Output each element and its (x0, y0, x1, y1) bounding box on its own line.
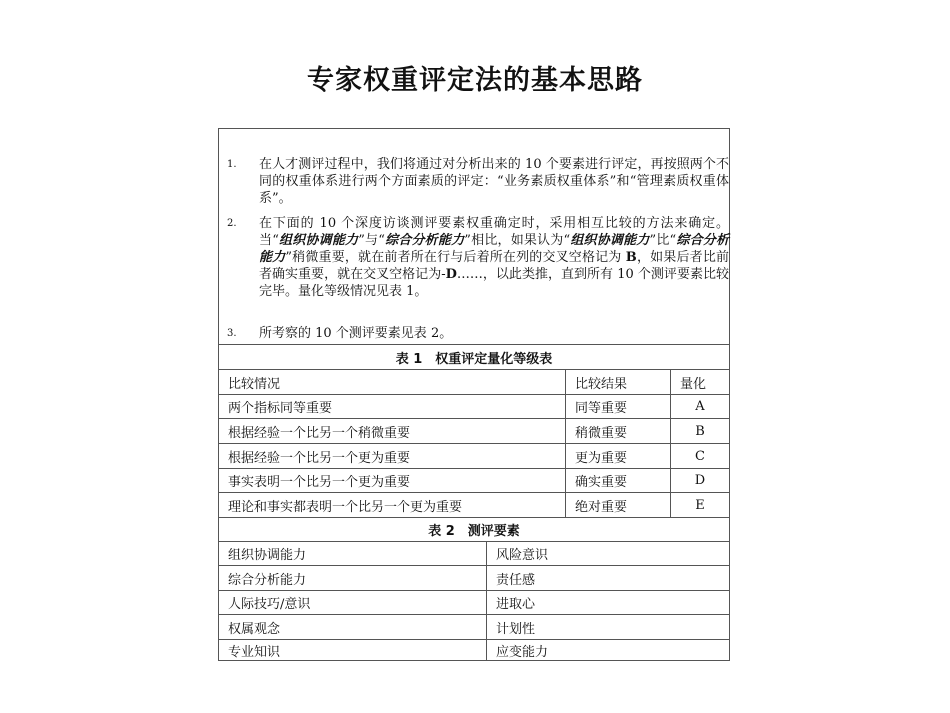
intro-item-text: 在人才测评过程中，我们将通过对分析出来的 10 个要素进行评定，再按照两个不同的权重体系进行两个方面素质的评定：“业务素质权重体系”和“管理素质权重体系”。 (259, 157, 729, 206)
table1-cell-situation: 事实表明一个比另一个更为重要 (228, 475, 411, 490)
table2-cell-left: 专业知识 (228, 644, 281, 660)
highlight-term: 综合分析能力 (259, 233, 729, 265)
table2-cell-left: 权属观念 (228, 621, 281, 637)
text-segment: ，如果后者比前者确实重要，就在交叉空格记为- (259, 250, 729, 282)
table1-header-cell: 比较情况 (228, 376, 281, 392)
table2-cell-right: 计划性 (486, 615, 729, 639)
text-segment: ”相比，如果认为“ (464, 233, 571, 248)
table1-cell-grade: A (670, 395, 729, 418)
table1-header-cell: 量化 (670, 370, 729, 394)
table2-cell-right: 风险意识 (486, 542, 729, 565)
table2-cell-left: 综合分析能力 (228, 572, 307, 588)
table-row (219, 639, 729, 660)
table1-cell-result: 同等重要 (565, 395, 670, 418)
table1-cell-grade: E (670, 493, 729, 517)
text-segment: 在下面的 10 个深度访谈测评要素权重确定时，采用相互比较的方法来确定。当“ (259, 216, 729, 248)
table1-cell-result: 稍微重要 (565, 419, 670, 443)
table1-cell-result: 更为重要 (565, 444, 670, 468)
list-number: 1. (227, 159, 237, 170)
highlight-term: 组织协调能力 (278, 233, 359, 248)
table2-caption-row (219, 517, 729, 541)
table2-cell-left: 组织协调能力 (228, 548, 307, 563)
highlight-term: 综合分析能力 (384, 233, 465, 248)
table-row (219, 541, 729, 565)
bold-grade: B (625, 250, 637, 265)
list-number: 2. (227, 218, 237, 229)
table1-header-cell: 比较结果 (565, 370, 670, 394)
table1-cell-situation: 根据经验一个比另一个更为重要 (228, 450, 411, 466)
text-segment: ”与“ (358, 233, 385, 248)
intro-section (219, 129, 729, 344)
table2-caption: 表 2 测评要素 (428, 524, 520, 539)
list-number: 3. (227, 328, 237, 339)
table2-cell-right: 责任感 (486, 566, 729, 590)
bold-grade: D (445, 267, 457, 282)
intro-item-text (259, 215, 729, 300)
table-row (219, 590, 729, 614)
table-row (219, 565, 729, 590)
table1-caption-row (219, 344, 729, 369)
highlight-term: 组织协调能力 (570, 233, 650, 248)
text-segment: ”稍微重要，就在前者所在行与后着所在列的交叉空格记为 (285, 250, 626, 265)
table-row (219, 394, 729, 418)
content-frame (218, 128, 730, 661)
table1-cell-situation: 理论和事实都表明一个比另一个更为重要 (228, 499, 463, 515)
table1-cell-grade: C (670, 444, 729, 468)
table-row (219, 418, 729, 443)
table2-cell-left: 人际技巧/意识 (228, 597, 311, 612)
table1-cell-result: 确实重要 (565, 469, 670, 492)
table1-cell-situation: 根据经验一个比另一个稍微重要 (228, 425, 411, 441)
table1-caption: 表 1 权重评定量化等级表 (395, 351, 553, 367)
page-title: 专家权重评定法的基本思路 (307, 65, 643, 96)
table-row (219, 492, 729, 517)
table1-header-row (219, 369, 729, 394)
table1-cell-result: 绝对重要 (565, 493, 670, 517)
table1-cell-grade: D (670, 469, 729, 492)
table2-cell-right: 进取心 (486, 591, 729, 614)
text-segment: ”比“ (649, 233, 677, 248)
table2-cell-right: 应变能力 (486, 640, 729, 660)
table-row (219, 614, 729, 639)
table1-cell-grade: B (670, 419, 729, 443)
table1-cell-situation: 两个指标同等重要 (228, 401, 333, 416)
text-segment: ……，以此类推，直到所有 10 个测评要素比较完毕。量化等级情况见表 1。 (259, 267, 729, 299)
table-row (219, 468, 729, 492)
table-row (219, 443, 729, 468)
intro-item-text: 所考察的 10 个测评要素见表 2。 (259, 326, 453, 341)
